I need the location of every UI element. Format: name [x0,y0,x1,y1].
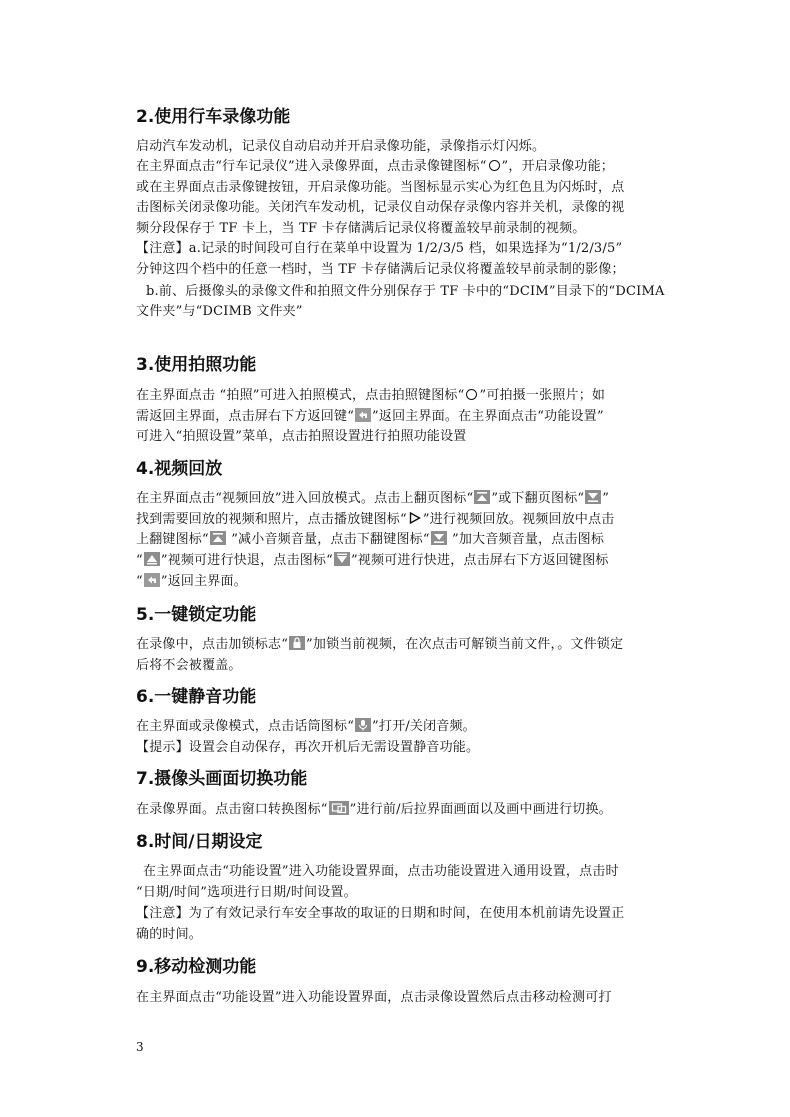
paragraph-line: 需返回主界面，点击屏右下方返回键“ ”返回主界面。在主界面点击“功能设置” [136,409,604,424]
back-arrow-icon [355,408,371,422]
camera-switch-icon [329,801,349,815]
microphone-icon [355,718,371,732]
section-heading-photo: 3.使用拍照功能 [136,355,257,375]
note-line: 文件夹”与“DCIMB 文件夹” [136,304,303,319]
paragraph-line: 在主界面点击 “拍照”可进入拍照模式，点击拍照键图标“ ”可拍摄一张照片；如 [136,388,606,403]
paragraph-line: 可进入“拍照设置”菜单，点击拍照设置进行拍照功能设置 [136,429,467,444]
note-line: 分钟这四个档中的任意一档时，当 TF 卡存储满后记录仪将覆盖较早前录制的影像； [136,262,625,277]
note-line: 【注意】为了有效记录行车安全事故的取证的日期和时间，在使用本机前请先设置正 [136,906,625,921]
paragraph-line: 击图标关闭录像功能。关闭汽车发动机，记录仪自动保存录像内容并关机，录像的视 [136,200,625,215]
paragraph-line: 启动汽车发动机，记录仪自动启动并开启录像功能，录像指示灯闪烁。 [136,139,546,154]
paragraph-line: 后将不会被覆盖。 [136,658,242,673]
paragraph-line: “日期/时间”选项进行日期/时间设置。 [136,885,357,900]
paragraph-line: 在录像中，点击加锁标志“ ”加锁当前视频，在次点击可解锁当前文件，。文件锁定 [136,637,624,652]
paragraph-line: “ ”视频可进行快退，点击图标“ ”视频可进行快进，点击屏右下方返回键图标 [136,553,609,568]
section-heading-lock: 5.一键锁定功能 [136,605,257,625]
paragraph-line: 找到需要回放的视频和照片，点击播放键图标“ ”进行视频回放。视频回放中点击 [136,512,615,527]
section-heading-motion-detect: 9.移动检测功能 [136,957,257,977]
record-circle-icon [489,160,500,171]
note-line: 确的时间。 [136,927,203,942]
tip-line: 【提示】设置会自动保存，再次开机后无需设置静音功能。 [136,740,480,755]
page-number: 3 [136,1040,144,1054]
paragraph-line: 上翻键图标“ ”减小音频音量，点击下翻键图标“ ”加大音频音量，点击图标 [136,532,605,547]
paragraph-line: 在主界面或录像模式，点击话筒图标“ ”打开/关闭音频。 [136,719,476,734]
paragraph-line: 在主界面点击“行车记录仪”进入录像界面，点击录像键图标“ ”，开启录像功能； [136,159,614,174]
volume-down-icon [210,531,226,545]
paragraph-line: “ ”返回主界面。 [136,574,247,589]
paragraph-line: 在主界面点击“功能设置”进入功能设置界面，点击录像设置然后点击移动检测可打 [136,990,612,1005]
volume-up-icon [431,531,447,545]
paragraph-line: 在主界面点击“视频回放”进入回放模式。点击上翻页图标“ ”或下翻页图标“ ” [136,491,610,506]
paragraph-line: 在主界面点击“功能设置”进入功能设置界面，点击功能设置进入通用设置，点击时 [143,864,619,879]
section-heading-playback: 4.视频回放 [136,459,223,479]
note-line: b.前、后摄像头的录像文件和拍照文件分别保存于 TF 卡中的“DCIM”目录下的“DCIMA [146,284,665,299]
fast-forward-icon [334,552,350,566]
paragraph-line: 频分段保存于 TF 卡上，当 TF 卡存储满后记录仪将覆盖较早前录制的视频。 [136,221,586,236]
back-arrow-icon [144,573,160,587]
paragraph-line: 或在主界面点击录像键按钮，开启录像功能。当图标显示实心为红色且为闪烁时，点 [136,180,625,195]
section-heading-mute: 6.一键静音功能 [136,687,257,707]
lock-icon [289,636,305,650]
shutter-circle-icon [466,389,477,400]
play-triangle-icon [409,512,421,524]
section-heading-camera-switch: 7.摄像头画面切换功能 [136,769,308,789]
page-down-icon [585,490,601,504]
rewind-icon [144,552,160,566]
section-heading-datetime: 8.时间/日期设定 [136,832,263,852]
page-up-icon [474,490,490,504]
note-line: 【注意】a.记录的时间段可自行在菜单中设置为 1/2/3/5 档，如果选择为“1/2/3/5” [136,241,623,256]
section-heading-recording: 2.使用行车录像功能 [136,107,291,127]
paragraph-line: 在录像界面。点击窗口转换图标“ ”进行前/后拉界面画面以及画中画进行切换。 [136,802,612,817]
